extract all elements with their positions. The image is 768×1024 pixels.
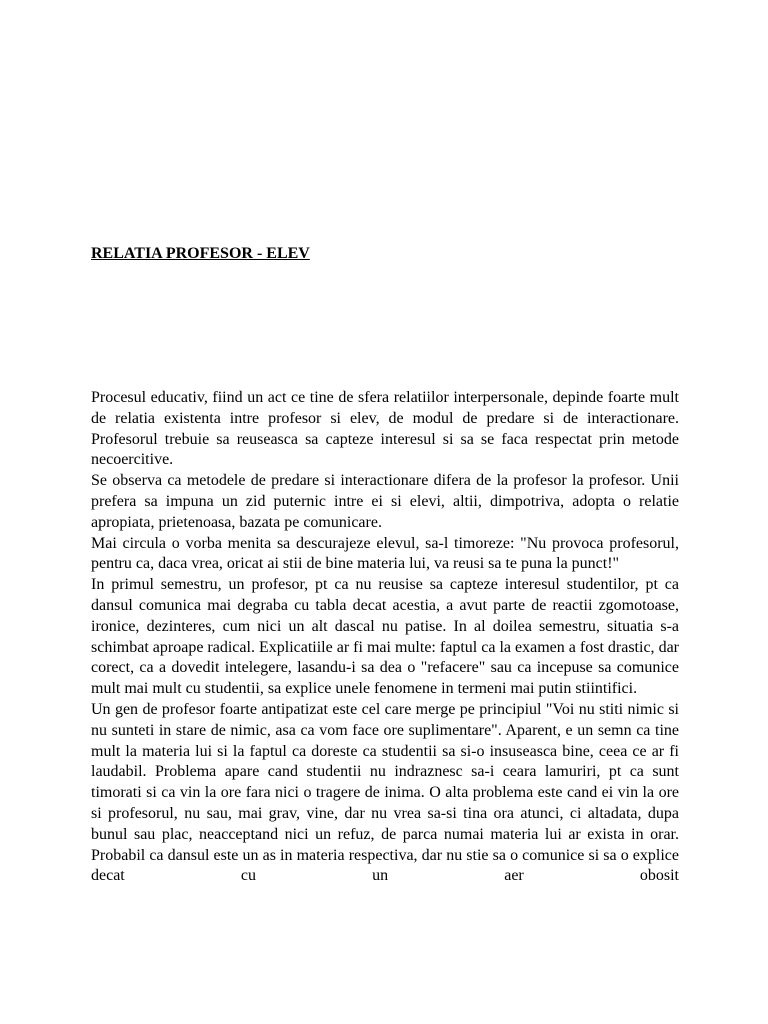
document-title: RELATIA PROFESOR - ELEV — [91, 245, 310, 262]
document-body — [91, 388, 679, 887]
paragraph-1: Procesul educativ, fiind un act ce tine de sfera relatiilor interpersonale, depinde foarte mult de relatia existenta intre profesor si elev, de modul de predare si de interactionare. Profesorul trebuie sa reuseasca sa capteze interesul si sa se faca respectat prin metode necoercitive. — [91, 389, 679, 469]
paragraph-3: Mai circula o vorba menita sa descurajeze elevul, sa-l timoreze: "Nu provoca profesorul, pentru ca, daca vrea, oricat ai stii de bine materia lui, va reusi sa te puna la punct!" — [91, 534, 679, 573]
paragraph-2: Se observa ca metodele de predare si interactionare difera de la profesor la profesor. Unii prefera sa impuna un zid puternic intre ei si elevi, altii, dimpotriva, adopta o relatie apropiata, prietenoasa, bazata pe comunicare. — [91, 472, 679, 531]
paragraph-4: In primul semestru, un profesor, pt ca nu reusise sa capteze interesul studentilor, pt ca dansul comunica mai degraba cu tabla decat acestia, a avut parte de reactii zgomotoase, ironice, dezinteres, cum nici un alt dascal nu patise. In al doilea semestru, situatia s-a schimbat aproape radical. Explicatiile ar fi mai multe: faptul ca la examen a fost drastic, dar corect, ca a dovedit intelegere, lasandu-i sa dea o "refacere" sau ca incepuse sa comunice mult mai mult cu studentii, sa explice unele fenomene in termeni mai putin stiintifici. — [91, 576, 679, 698]
paragraph-5: Un gen de profesor foarte antipatizat este cel care merge pe principiul "Voi nu stiti nimic si nu sunteti in stare de nimic, asa ca vom face ore suplimentare". Aparent, e un semn ca tine mult la materia lui si la faptul ca doreste ca studentii sa si-o insuseasca bine, ceea ce ar fi laudabil. Problema apare cand studentii nu indraznesc sa-i ceara lamuriri, pt ca sunt timorati si ca vin la ore fara nici o tragere de inima. O alta problema este cand ei vin la ore si profesorul, nu sau, mai grav, vine, dar nu vrea sa-si tina ora atunci, ci altadata, dupa bunul sau plac, neacceptand nici un refuz, de parca numai materia lui ar exista in orar. Probabil ca dansul este un as in materia respectiva, dar nu stie sa o comunice si sa o explice decat cu un aer obosit — [91, 700, 679, 885]
